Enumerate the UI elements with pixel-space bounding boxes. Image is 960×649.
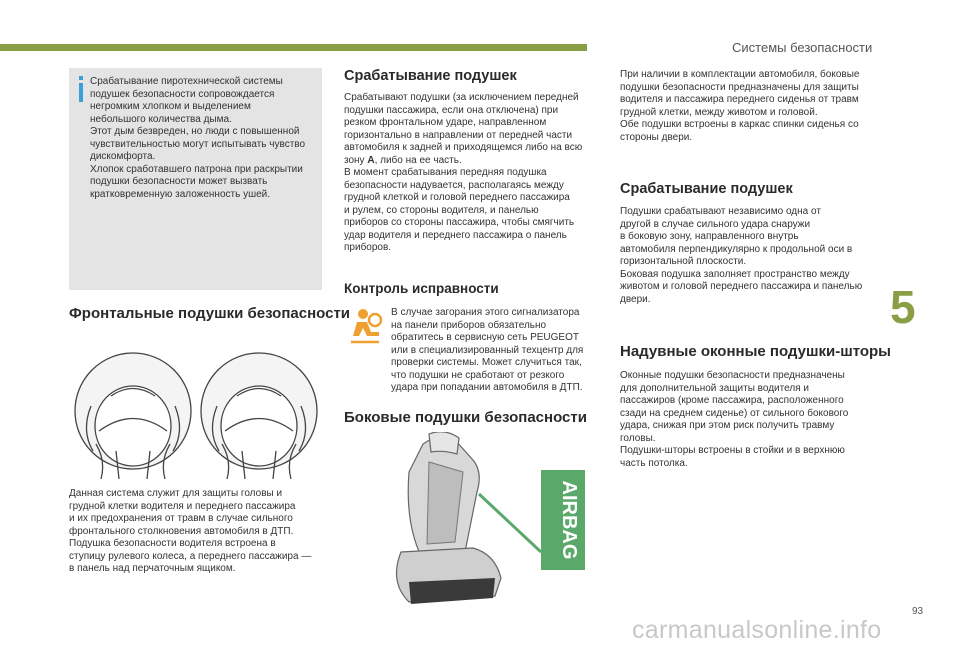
side-deployment-text: Подушки срабатывают независимо одна от другой в случае сильного удара снаружи в боковую зону, направленного внутрь автомобиля перпендикулярно к продольной оси в горизонтальной плоскости. Боковая подушка заполняет пространство между животом и головой переднего пассажира и панелью двери.: [620, 206, 863, 305]
curtain-airbags-text: Оконные подушки безопасности предназначены для дополнительной защиты водителя и пассажиров (кроме пассажира, расположенного сзади на среднем сиденье) от сильного бокового удара, снижая при этом риск получить травму головы. Подушки-шторы встроены в стойки и в верхнюю часть потолка.: [620, 370, 849, 469]
side-airbags-intro-text: При наличии в комплектации автомобиля, боковые подушки безопасности предназначены для защиты водителя и пассажира переднего сиденья от травм грудной клетки, между животом и головой. Обе подушки встроены в каркас спинки сиденья со стороны двери.: [620, 69, 860, 143]
operation-check-text: В случае загорания этого сигнализатора на панели приборов обязательно обратитесь в сервисную сеть PEUGEOT или в специализированный техцентр для проверки системы. Может случиться так, что подушки не сработают от резкого удара при попадании автомобиля в ДТП.: [391, 307, 584, 393]
front-airbags-illustration: [71, 336, 321, 479]
info-note-box: [69, 68, 322, 290]
watermark: carmanualsonline.info: [632, 616, 882, 644]
heading-deployment: Срабатывание подушек: [344, 68, 517, 84]
heading-side-airbags: Боковые подушки безопасности: [344, 409, 587, 426]
airbag-label: AIRBAG: [558, 480, 580, 560]
heading-operation-check: Контроль исправности: [344, 281, 499, 296]
deployment-text-b: , либо на ее часть.: [374, 154, 462, 166]
info-note-text: Срабатывание пиротехнической системы подушек безопасности сопровождается негромким хлопком и выделением небольшого количества дыма. Этот дым безвреден, но люди с повышенной чувствительностью могут испытывать чувство дискомфорта. Хлопок сработавшего патрона при раскрытии подушки безопасности может вызвать кратковременную заложенность ушей.: [90, 76, 306, 200]
side-airbag-seat-illustration: [345, 432, 589, 618]
chapter-number: 5: [890, 281, 916, 333]
heading-front-airbags: Фронтальные подушки безопасности: [69, 305, 351, 322]
deployment-text-c: В момент срабатывания передняя подушка безопасности надувается, располагаясь между грудной клеткой и головой переднего пассажира и рулем, со стороны водителя, и панелью приборов со стороны пассажира, чтобы смягчить удар водителя и переднего пассажира о панель приборов.: [344, 167, 575, 253]
deployment-text-a: Срабатывают подушки (за исключением передней подушки пассажира, если она отключена) при резком фронтальном ударе, направленном горизонтально в направлении от передней части автомобиля к задней и приходящемся либо на всю зону: [344, 92, 583, 166]
deployment-text: [344, 92, 599, 255]
front-airbags-text: Данная система служит для защиты головы и грудной клетки водителя и переднего пассажира и их предохранения от травм в случае сильного фронтального столкновения автомобиля в ДТП. Подушка безопасности водителя встроена в ступицу рулевого колеса, а переднего пассажира — в панель над перчаточным ящиком.: [69, 488, 312, 574]
heading-curtain-airbags: Надувные оконные подушки-шторы: [620, 343, 891, 360]
info-icon: [76, 76, 86, 102]
header-accent-bar: [0, 44, 587, 51]
zone-letter: A: [367, 154, 375, 166]
airbag-warning-icon: [349, 306, 383, 346]
heading-side-deployment: Срабатывание подушек: [620, 181, 793, 197]
page-number: 93: [912, 606, 924, 617]
section-title: Системы безопасности: [732, 40, 873, 55]
